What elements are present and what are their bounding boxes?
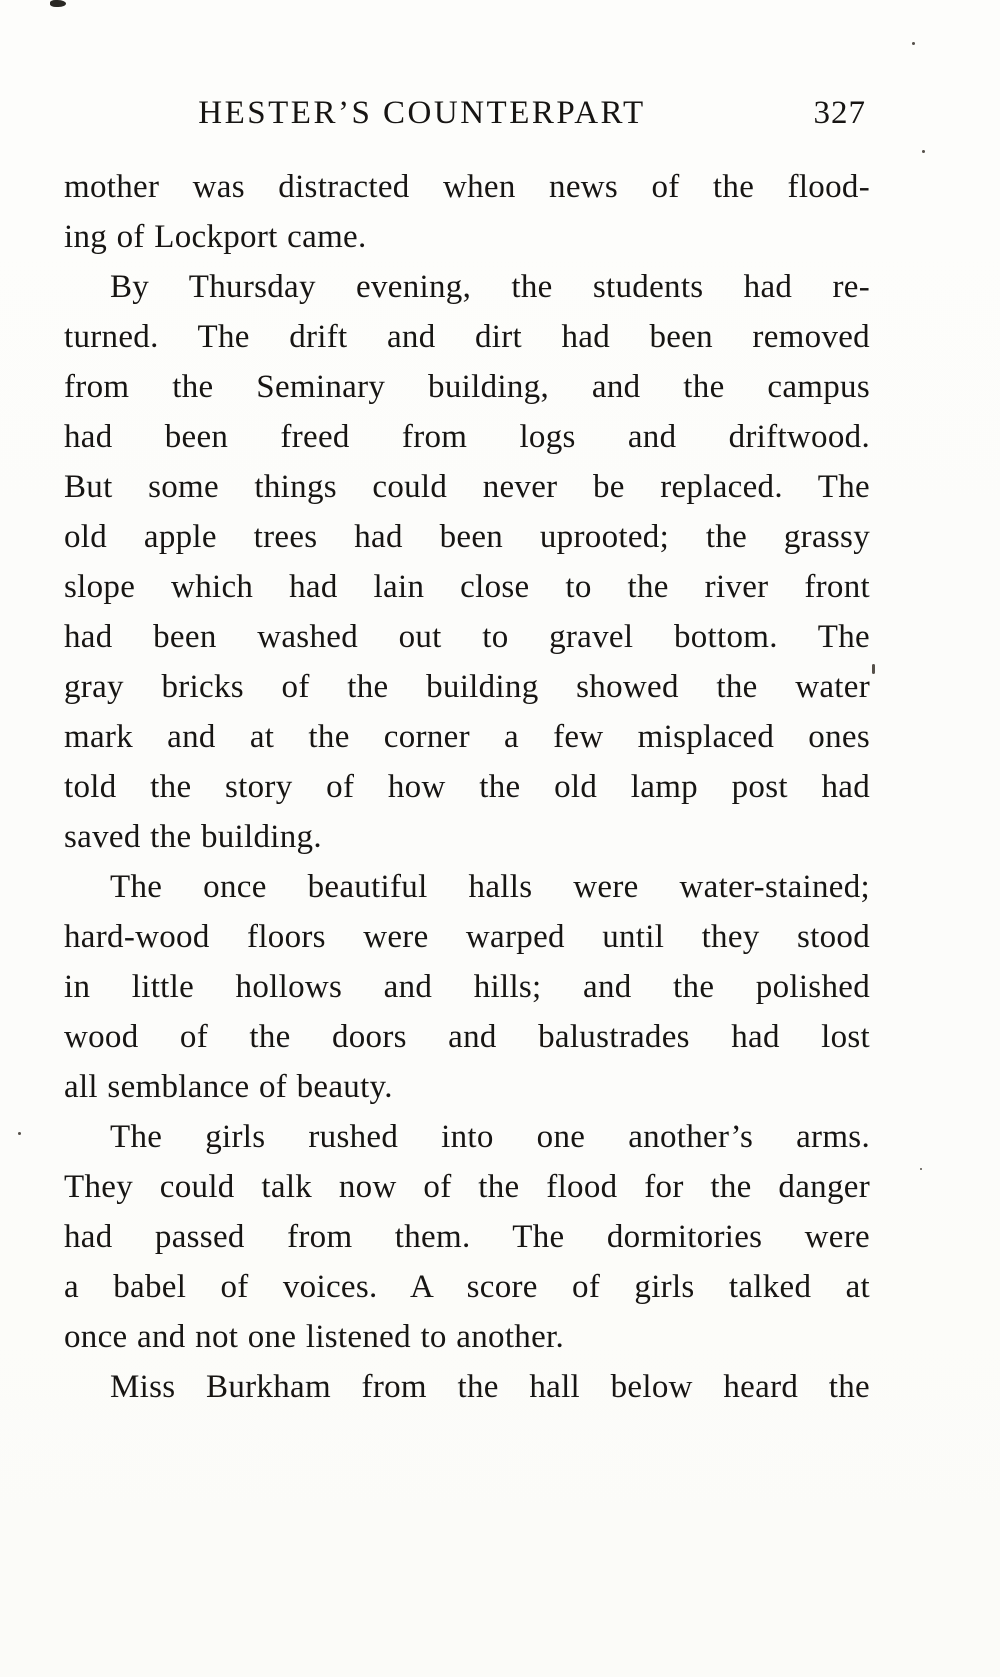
- text-line: Miss Burkham from the hall below heard the: [110, 1369, 870, 1405]
- paragraph: [64, 162, 870, 262]
- page-number: 327: [813, 95, 866, 131]
- text-line: The once beautiful halls were water-stained;: [110, 869, 870, 905]
- scan-speck: [18, 1132, 21, 1135]
- page-header: [64, 88, 870, 138]
- paragraph: [64, 862, 870, 1112]
- text-line: had passed from them. The dormitories were: [64, 1219, 870, 1255]
- text-line: slope which had lain close to the river front: [64, 569, 870, 605]
- scan-speck: [920, 1168, 922, 1170]
- text-line: They could talk now of the flood for the danger: [64, 1169, 870, 1205]
- text-line: once and not one listened to another.: [64, 1319, 565, 1355]
- text-line: told the story of how the old lamp post had: [64, 769, 870, 805]
- text-line: By Thursday evening, the students had re-: [110, 269, 870, 305]
- text-line: saved the building.: [64, 819, 322, 855]
- text-block: [64, 88, 870, 1412]
- text-line: But some things could never be replaced. The: [64, 469, 870, 505]
- text-line: ing of Lockport came.: [64, 219, 367, 255]
- paragraph: [64, 1112, 870, 1362]
- scan-speck: [912, 42, 915, 45]
- text-line: The girls rushed into one another’s arms.: [110, 1119, 870, 1155]
- paragraph: [64, 1362, 870, 1412]
- page-text: [64, 162, 870, 1412]
- text-line: all semblance of beauty.: [64, 1069, 393, 1105]
- text-line: a babel of voices. A score of girls talked at: [64, 1269, 870, 1305]
- text-line: turned. The drift and dirt had been removed: [64, 319, 870, 355]
- scan-smudge: [50, 0, 66, 7]
- text-line: gray bricks of the building showed the water: [64, 669, 870, 705]
- scan-speck: [872, 664, 875, 674]
- text-line: mother was distracted when news of the flood-: [64, 169, 870, 205]
- scan-speck: [922, 150, 925, 153]
- text-line: from the Seminary building, and the campus: [64, 369, 870, 405]
- text-line: had been washed out to gravel bottom. The: [64, 619, 870, 655]
- text-line: old apple trees had been uprooted; the grassy: [64, 519, 870, 555]
- text-line: had been freed from logs and driftwood.: [64, 419, 870, 455]
- paragraph: [64, 262, 870, 862]
- text-line: hard-wood floors were warped until they stood: [64, 919, 870, 955]
- running-head-title: HESTER’S COUNTERPART: [198, 95, 646, 131]
- text-line: in little hollows and hills; and the polished: [64, 969, 870, 1005]
- text-line: mark and at the corner a few misplaced ones: [64, 719, 870, 755]
- text-line: wood of the doors and balustrades had lost: [64, 1019, 870, 1055]
